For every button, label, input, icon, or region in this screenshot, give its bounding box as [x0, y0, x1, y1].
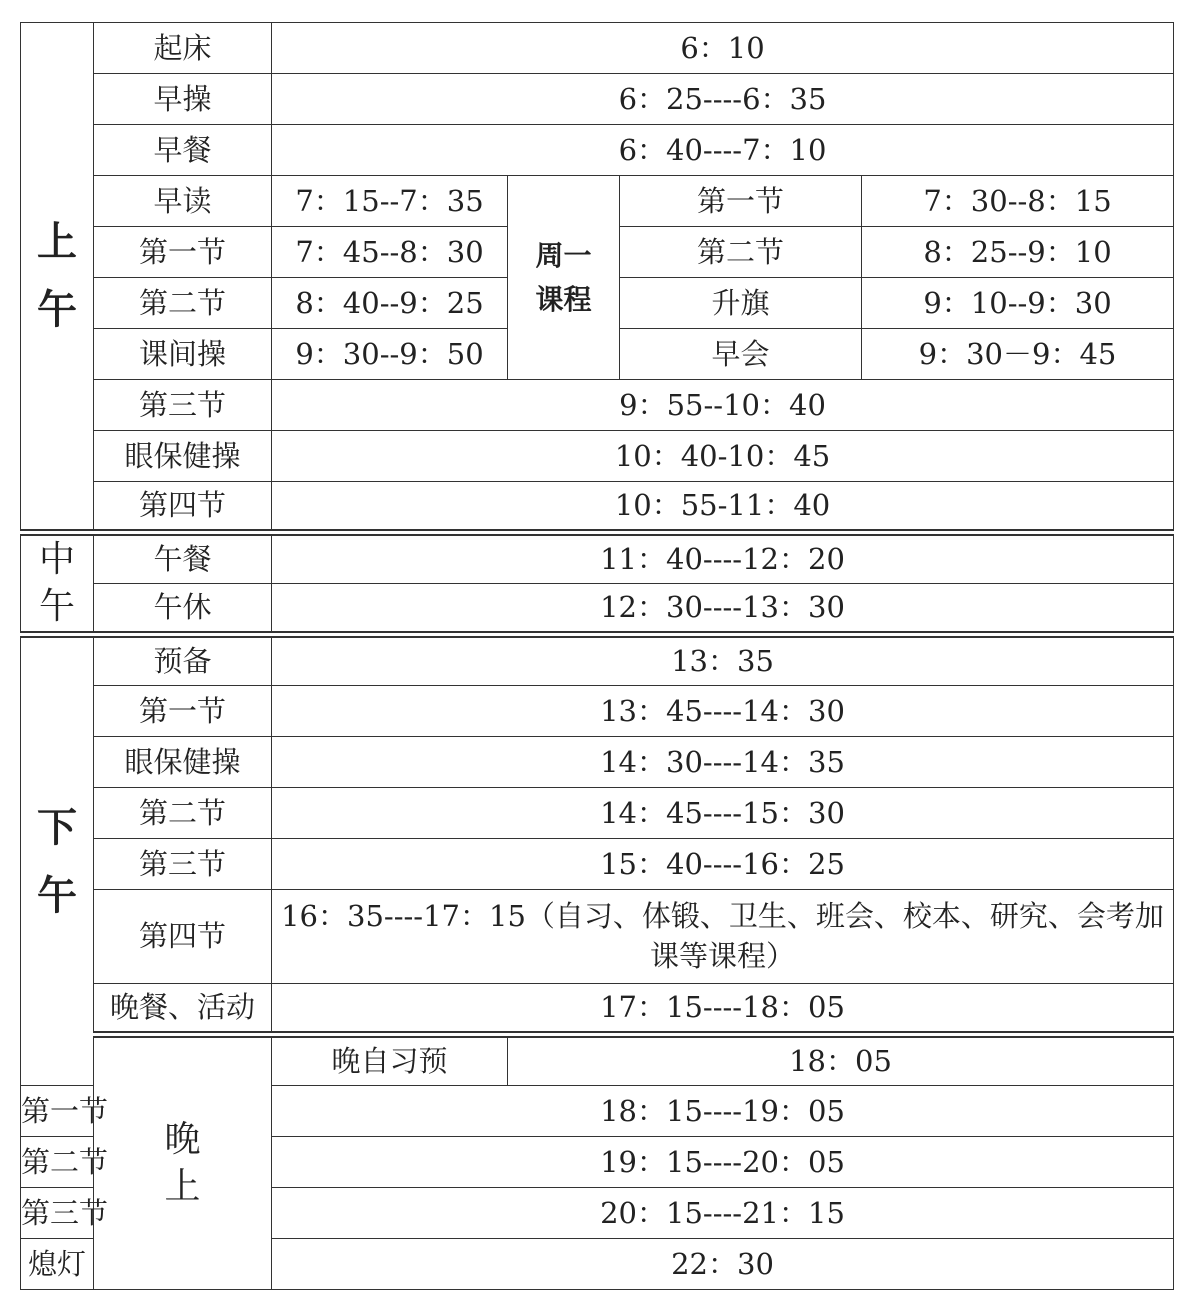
- activity-time: 10：55-11：40: [272, 482, 1174, 533]
- monday-activity-label: 升旗: [620, 278, 862, 329]
- monday-activity-label: 第一节: [620, 176, 862, 227]
- activity-time: 15：40----16：25: [272, 839, 1174, 890]
- activity-time: 6：10: [272, 23, 1174, 74]
- activity-label: 第一节: [94, 686, 272, 737]
- monday-schedule-label: 周一 课程: [508, 176, 620, 380]
- activity-time: 19：15----20：05: [272, 1137, 1174, 1188]
- table-row: [21, 533, 1174, 584]
- activity-label: 晚餐、活动: [94, 984, 272, 1035]
- activity-time: 18：05: [508, 1035, 1174, 1086]
- period-noon: 中午: [21, 533, 94, 635]
- activity-time: 9：55--10：40: [272, 380, 1174, 431]
- activity-label: 早读: [94, 176, 272, 227]
- activity-label: 熄灯: [21, 1239, 94, 1290]
- activity-label: 眼保健操: [94, 431, 272, 482]
- table-row: [21, 74, 1174, 125]
- period-evening: 晚上: [94, 1035, 272, 1290]
- monday-activity-label: 第二节: [620, 227, 862, 278]
- monday-activity-label: 早会: [620, 329, 862, 380]
- table-row: [21, 788, 1174, 839]
- table-row: [21, 890, 1174, 984]
- activity-label: 第三节: [21, 1188, 94, 1239]
- daily-schedule-table: [20, 22, 1174, 1290]
- activity-label: 预备: [94, 635, 272, 686]
- table-row: [21, 635, 1174, 686]
- table-row: [21, 23, 1174, 74]
- activity-label: 第二节: [21, 1137, 94, 1188]
- activity-time: 7：45--8：30: [272, 227, 508, 278]
- activity-label: 第二节: [94, 788, 272, 839]
- activity-label: 第四节: [94, 890, 272, 984]
- monday-activity-time: 7：30--8：15: [862, 176, 1174, 227]
- activity-time: 14：30----14：35: [272, 737, 1174, 788]
- table-row: [21, 839, 1174, 890]
- table-row: [21, 686, 1174, 737]
- activity-label: 起床: [94, 23, 272, 74]
- activity-time: 10：40-10：45: [272, 431, 1174, 482]
- activity-label: 午休: [94, 584, 272, 635]
- table-row: [21, 125, 1174, 176]
- activity-label: 第三节: [94, 380, 272, 431]
- activity-time: 14：45----15：30: [272, 788, 1174, 839]
- activity-time: 13：45----14：30: [272, 686, 1174, 737]
- monday-activity-time: 8：25--9：10: [862, 227, 1174, 278]
- table-row: [21, 176, 1174, 227]
- activity-time: 11：40----12：20: [272, 533, 1174, 584]
- activity-label: 早餐: [94, 125, 272, 176]
- activity-label: 早操: [94, 74, 272, 125]
- activity-label: 第一节: [94, 227, 272, 278]
- period-afternoon: 下午: [21, 635, 94, 1086]
- activity-label: 课间操: [94, 329, 272, 380]
- activity-label: 第四节: [94, 482, 272, 533]
- activity-time: 6：40----7：10: [272, 125, 1174, 176]
- monday-activity-time: 9：30－9：45: [862, 329, 1174, 380]
- activity-time: 7：15--7：35: [272, 176, 508, 227]
- table-row: [21, 431, 1174, 482]
- activity-time: 18：15----19：05: [272, 1086, 1174, 1137]
- activity-time: 12：30----13：30: [272, 584, 1174, 635]
- activity-label: 第三节: [94, 839, 272, 890]
- activity-time: 6：25----6：35: [272, 74, 1174, 125]
- table-row: [21, 1035, 1174, 1086]
- activity-time: 17：15----18：05: [272, 984, 1174, 1035]
- activity-label: 晚自习预: [272, 1035, 508, 1086]
- activity-label: 第一节: [21, 1086, 94, 1137]
- activity-time: 9：30--9：50: [272, 329, 508, 380]
- activity-label: 眼保健操: [94, 737, 272, 788]
- table-row: [21, 380, 1174, 431]
- activity-time: 16：35----17：15（自习、体锻、卫生、班会、校本、研究、会考加课等课程）: [272, 890, 1174, 984]
- activity-time: 13：35: [272, 635, 1174, 686]
- activity-label: 午餐: [94, 533, 272, 584]
- activity-time: 20：15----21：15: [272, 1188, 1174, 1239]
- period-morning: 上午: [21, 23, 94, 533]
- activity-time: 22：30: [272, 1239, 1174, 1290]
- table-row: [21, 737, 1174, 788]
- activity-label: 第二节: [94, 278, 272, 329]
- table-row: [21, 984, 1174, 1035]
- table-row: [21, 482, 1174, 533]
- monday-activity-time: 9：10--9：30: [862, 278, 1174, 329]
- activity-time: 8：40--9：25: [272, 278, 508, 329]
- table-row: [21, 584, 1174, 635]
